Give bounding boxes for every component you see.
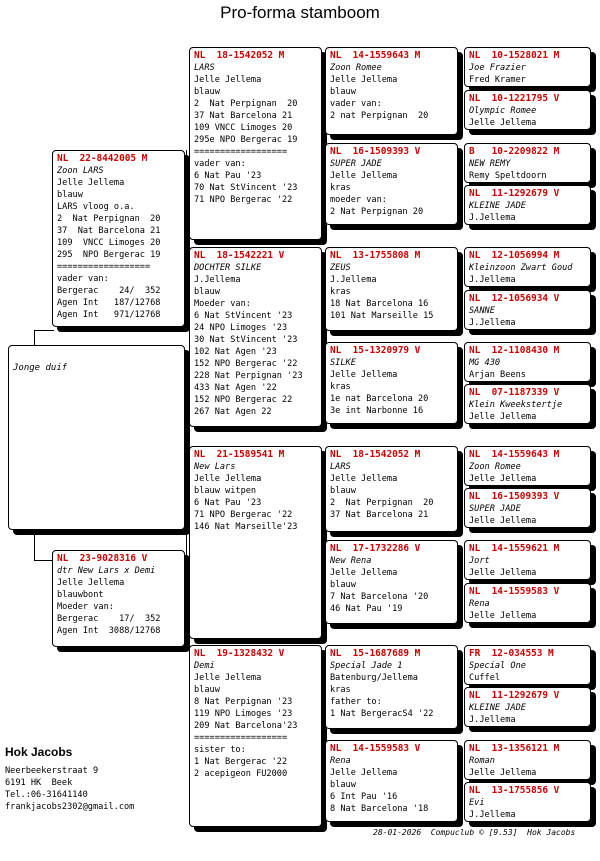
ring-number: NL 10-1221795 V — [469, 93, 560, 104]
pedigree-box-r15[interactable] — [464, 740, 591, 780]
bird-line: Moeder van: — [194, 299, 251, 309]
owner-address: Neerbeekerstraat 9 — [5, 766, 99, 776]
bird-line: kras — [330, 183, 351, 193]
bird-name: Olympic Romee — [469, 106, 537, 116]
pedigree-box-p2[interactable] — [189, 247, 322, 427]
bird-line: moeder van: — [330, 195, 387, 205]
bird-line: Agen Int 971/12768 — [57, 310, 161, 320]
bird-line: blauw — [194, 287, 220, 297]
bird-line: Cuffel — [469, 673, 501, 683]
bird-line: 267 Nat Agen 22 — [194, 407, 272, 417]
bird-line: ================== — [194, 733, 288, 743]
ring-number: NL 17-1732286 V — [330, 543, 421, 554]
bird-line: Jelle Jellema — [469, 516, 537, 526]
bird-name: Zoon Romee — [469, 462, 521, 472]
bird-line: J.Jellema — [330, 275, 377, 285]
ring-number: NL 16-1509393 V — [330, 146, 421, 157]
bird-name: Rena — [330, 756, 351, 766]
bird-line: 295e NPO Bergerac 19 — [194, 135, 298, 145]
bird-line: Jelle Jellema — [330, 474, 398, 484]
bird-line: Jelle Jellema — [330, 568, 398, 578]
bird-line: 71 NPO Bergerac '22 — [194, 510, 293, 520]
pedigree-box-r5[interactable] — [464, 247, 591, 287]
ring-number: NL 13-1755808 M — [330, 250, 421, 261]
bird-line: Jelle Jellema — [469, 474, 537, 484]
bird-line: 101 Nat Marseille 15 — [330, 311, 434, 321]
bird-line: kras — [330, 382, 351, 392]
pedigree-box-r7[interactable] — [464, 342, 591, 382]
grandparent-box-dam[interactable] — [52, 550, 185, 647]
bird-line: Jelle Jellema — [330, 171, 398, 181]
grandparent-box-sire[interactable] — [52, 150, 185, 327]
bird-name: Demi — [194, 661, 215, 671]
bird-line: 209 Nat Barcelona'23 — [194, 721, 298, 731]
pedigree-box-r4[interactable] — [464, 185, 591, 225]
pedigree-box-r14[interactable] — [464, 687, 591, 727]
pedigree-box-r2[interactable] — [464, 90, 591, 130]
bird-line: J.Jellema — [469, 318, 516, 328]
bird-line: kras — [330, 287, 351, 297]
bird-line: 37 Nat Barcelona 21 — [57, 226, 161, 236]
pedigree-box-q7[interactable] — [325, 645, 458, 729]
pedigree-box-r1[interactable] — [464, 47, 591, 87]
bird-line: 295 NPO Bergerac 19 — [57, 250, 161, 260]
bird-line: J.Jellema — [469, 275, 516, 285]
bird-line: 24 NPO Limoges '23 — [194, 323, 288, 333]
bird-line: blauwbont — [57, 590, 104, 600]
bird-line: 2 Nat Perpignan 20 — [57, 214, 161, 224]
bird-line: blauw — [330, 486, 356, 496]
bird-line: vader van: — [57, 274, 109, 284]
ring-number: NL 18-1542052 M — [330, 449, 421, 460]
bird-line: LARS vloog o.a. — [57, 202, 135, 212]
ring-number: NL 15-1320979 V — [330, 345, 421, 356]
bird-line: Jelle Jellema — [194, 75, 262, 85]
ring-number: NL 07-1187339 V — [469, 387, 560, 398]
ring-number: NL 12-1056934 V — [469, 293, 560, 304]
bird-line: blauw — [194, 87, 220, 97]
pedigree-box-r12[interactable] — [464, 583, 591, 623]
bird-name: LARS — [330, 462, 351, 472]
bird-line: Bergerac 24/ 352 — [57, 286, 161, 296]
connector-line — [34, 330, 54, 331]
bird-line: 6 Nat Pau '23 — [194, 171, 262, 181]
bird-line: ================== — [194, 147, 288, 157]
bird-name: LARS — [194, 63, 215, 73]
connector-line — [186, 535, 187, 648]
bird-name: Special One — [469, 661, 526, 671]
pedigree-box-q4[interactable] — [325, 342, 458, 424]
ring-number: NL 22-8442005 M — [57, 153, 148, 164]
bird-line: blauw — [330, 87, 356, 97]
owner-email[interactable]: frankjacobs2302@gmail.com — [5, 802, 135, 812]
pedigree-box-p4[interactable] — [189, 645, 322, 827]
bird-line: Remy Speltdoorn — [469, 171, 547, 181]
bird-name: SANNE — [469, 306, 495, 316]
bird-line: J.Jellema — [469, 715, 516, 725]
bird-line: 8 Nat Barcelona '18 — [330, 804, 429, 814]
bird-line: blauw — [330, 780, 356, 790]
ring-number: NL 10-1528021 M — [469, 50, 560, 61]
bird-line: blauw — [330, 580, 356, 590]
ring-number: NL 12-1108430 M — [469, 345, 560, 356]
bird-line: 2 Nat Perpignan 20 — [194, 99, 298, 109]
pedigree-box-r16[interactable] — [464, 782, 591, 822]
bird-line: 46 Nat Pau '19 — [330, 604, 403, 614]
connector-line — [322, 295, 323, 343]
bird-name: SILKE — [330, 358, 356, 368]
bird-name: Jort — [469, 556, 490, 566]
bird-line: Jelle Jellema — [469, 412, 537, 422]
bird-line: 6 Nat Pau '23 — [194, 498, 262, 508]
bird-line: 71 NPO Bergerac '22 — [194, 195, 293, 205]
bird-name: Roman — [469, 756, 495, 766]
bird-line: vader van: — [330, 99, 382, 109]
pedigree-box-r13[interactable] — [464, 645, 591, 685]
ring-number: NL 13-1356121 M — [469, 743, 560, 754]
ring-number: NL 14-1559621 M — [469, 543, 560, 554]
ring-number: NL 14-1559583 V — [469, 586, 560, 597]
bird-name: KLEINE JADE — [469, 201, 526, 211]
connector-line — [186, 150, 187, 250]
pedigree-box-q2[interactable] — [325, 143, 458, 225]
bird-line: 70 Nat StVincent '23 — [194, 183, 298, 193]
ring-number: NL 15-1687689 M — [330, 648, 421, 659]
page-title: Pro-forma stamboom — [220, 3, 380, 22]
ring-number: NL 21-1589541 M — [194, 449, 285, 460]
bird-line: 2 Nat Perpignan 20 — [330, 207, 424, 217]
bird-name: dtr New Lars x Demi — [57, 566, 156, 576]
bird-line: 7 Nat Barcelona '20 — [330, 592, 429, 602]
bird-line: ================== — [57, 262, 151, 272]
bird-line: 2 acepigeon FU2000 — [194, 769, 288, 779]
bird-line: Jelle Jellema — [194, 673, 262, 683]
pedigree-box-r10[interactable] — [464, 488, 591, 528]
bird-line: Agen Int 187/12768 — [57, 298, 161, 308]
bird-line: blauw — [194, 685, 220, 695]
ring-number: NL 13-1755856 V — [469, 785, 560, 796]
bird-name: ZEUS — [330, 263, 351, 273]
owner-name: Hok Jacobs — [5, 745, 73, 759]
bird-name: New Rena — [330, 556, 372, 566]
bird-name: New Lars — [194, 462, 236, 472]
bird-line: Jelle Jellema — [330, 370, 398, 380]
bird-name: Zoon LARS — [57, 166, 104, 176]
bird-name: Klein Kweekstertje — [469, 400, 563, 410]
bird-name: Evi — [469, 798, 485, 808]
bird-line: kras — [330, 685, 351, 695]
bird-line: 6 Int Pau '16 — [330, 792, 398, 802]
ring-number: NL 14-1559583 V — [330, 743, 421, 754]
bird-line: vader van: — [194, 159, 246, 169]
owner-info — [5, 745, 134, 813]
bird-line: 6 Nat StVincent '23 — [194, 311, 293, 321]
bird-line: 8 Nat Perpignan '23 — [194, 697, 293, 707]
bird-line: J.Jellema — [469, 810, 516, 820]
subject-label: Jonge duif — [13, 363, 68, 373]
bird-line: 109 VNCC Limoges 20 — [194, 123, 293, 133]
pedigree-box-r8[interactable] — [464, 384, 591, 424]
ring-number: NL 14-1559643 M — [469, 449, 560, 460]
connector-line — [34, 560, 54, 561]
ring-number: FR 12-034553 M — [469, 648, 554, 659]
pedigree-box-r6[interactable] — [464, 290, 591, 330]
bird-name: Rena — [469, 599, 490, 609]
bird-line: 109 VNCC Limoges 20 — [57, 238, 161, 248]
bird-line: 102 Nat Agen '23 — [194, 347, 277, 357]
ring-number: NL 19-1328432 V — [194, 648, 285, 659]
owner-phone: Tel.:06-31641140 — [5, 790, 88, 800]
ring-number: NL 14-1559643 M — [330, 50, 421, 61]
bird-name: SUPER JADE — [330, 159, 382, 169]
bird-line: blauw — [57, 190, 83, 200]
bird-name: KLEINE JADE — [469, 703, 526, 713]
bird-line: J.Jellema — [469, 213, 516, 223]
bird-line: Jelle Jellema — [57, 578, 125, 588]
bird-name: DOCHTER SILKE — [194, 263, 262, 273]
pedigree-box-p3[interactable] — [189, 446, 322, 639]
bird-line: 37 Nat Barcelona 21 — [194, 111, 293, 121]
bird-line: 2 nat Perpignan 20 — [330, 111, 429, 121]
pedigree-box-p1[interactable] — [189, 47, 322, 240]
bird-line: Moeder van: — [57, 602, 114, 612]
subject-box[interactable] — [8, 345, 185, 530]
ring-number: NL 12-1056994 M — [469, 250, 560, 261]
ring-number: NL 11-1292679 V — [469, 188, 560, 199]
connector-line — [322, 95, 323, 143]
bird-line: Agen Int 3088/12768 — [57, 626, 161, 636]
bird-line: 119 NPO Limoges '23 — [194, 709, 293, 719]
bird-line: 1 Nat BergeracS4 '22 — [330, 709, 434, 719]
pedigree-box-q3[interactable] — [325, 247, 458, 331]
pedigree-box-q6[interactable] — [325, 540, 458, 624]
ring-number: NL 23-9028316 V — [57, 553, 148, 564]
bird-line: 1 Nat Bergerac '22 — [194, 757, 288, 767]
connector-line — [322, 690, 323, 740]
bird-line: 18 Nat Barcelona 16 — [330, 299, 429, 309]
pedigree-box-r3[interactable] — [464, 143, 591, 183]
bird-line: Jelle Jellema — [330, 75, 398, 85]
bird-line: 152 NPO Bergerac 22 — [194, 395, 293, 405]
bird-name: Kleinzoon Zwart Goud — [469, 263, 573, 273]
bird-line: Jelle Jellema — [469, 611, 537, 621]
bird-line: 146 Nat Marseille'23 — [194, 522, 298, 532]
bird-line: sister to: — [194, 745, 246, 755]
ring-number: NL 11-1292679 V — [469, 690, 560, 701]
bird-line: Jelle Jellema — [194, 474, 262, 484]
bird-name: SUPER JADE — [469, 504, 521, 514]
bird-line: Batenburg/Jellema — [330, 673, 418, 683]
bird-line: 37 Nat Barcelona 21 — [330, 510, 429, 520]
bird-line: Jelle Jellema — [330, 768, 398, 778]
pedigree-box-r9[interactable] — [464, 446, 591, 486]
bird-line: Jelle Jellema — [469, 568, 537, 578]
bird-line: 2 Nat Perpignan 20 — [330, 498, 434, 508]
bird-line: Arjan Beens — [469, 370, 526, 380]
bird-line: 3e int Narbonne 16 — [330, 406, 424, 416]
bird-line: J.Jellema — [194, 275, 241, 285]
bird-line: 433 Nat Agen '22 — [194, 383, 277, 393]
owner-city: 6191 HK Beek — [5, 778, 73, 788]
connector-line — [322, 495, 323, 540]
bird-line: Fred Kramer — [469, 75, 526, 85]
bird-line: blauw witpen — [194, 486, 257, 496]
bird-line: Bergerac 17/ 352 — [57, 614, 161, 624]
bird-name: Joe Frazier — [469, 63, 526, 73]
ring-number: NL 18-1542221 V — [194, 250, 285, 261]
bird-name: Special Jade 1 — [330, 661, 403, 671]
pedigree-box-q5[interactable] — [325, 446, 458, 532]
footer-credit: 28-01-2026 Compuclub © [9.53] Hok Jacobs — [373, 828, 576, 837]
bird-name: Zoon Romee — [330, 63, 382, 73]
pedigree-box-q1[interactable] — [325, 47, 458, 135]
bird-line: 1e nat Barcelona 20 — [330, 394, 429, 404]
bird-line: Jelle Jellema — [469, 118, 537, 128]
bird-name: MG 430 — [469, 358, 501, 368]
pedigree-box-r11[interactable] — [464, 540, 591, 580]
bird-line: Jelle Jellema — [469, 768, 537, 778]
bird-line: 30 Nat StVincent '23 — [194, 335, 298, 345]
ring-number: NL 18-1542052 M — [194, 50, 285, 61]
bird-line: 152 NPO Bergerac '22 — [194, 359, 298, 369]
bird-name: NEW REMY — [469, 159, 511, 169]
bird-line: 228 Nat Perpignan '23 — [194, 371, 303, 381]
bird-line: father to: — [330, 697, 382, 707]
ring-number: B 10-2209822 M — [469, 146, 560, 157]
ring-number: NL 16-1509393 V — [469, 491, 560, 502]
bird-line: Jelle Jellema — [57, 178, 125, 188]
pedigree-box-q8[interactable] — [325, 740, 458, 822]
